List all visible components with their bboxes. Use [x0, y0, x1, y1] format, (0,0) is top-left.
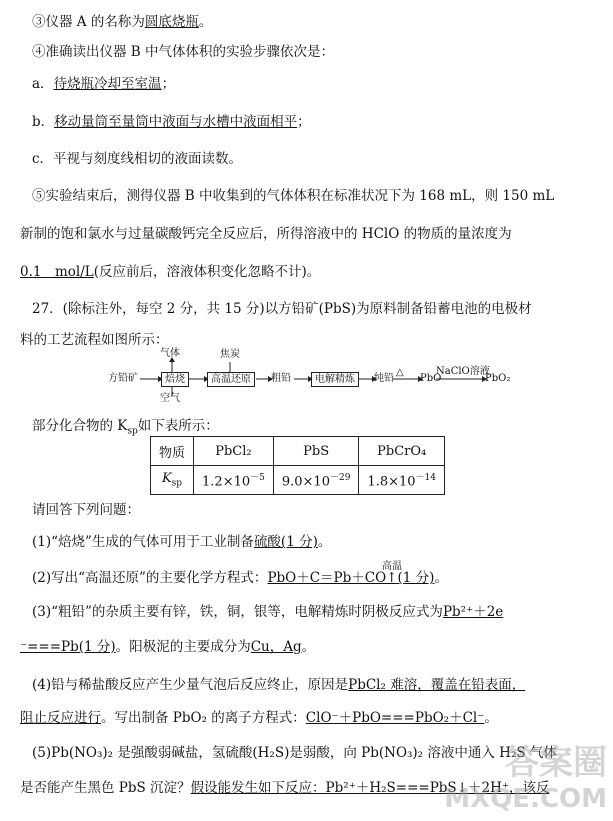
text-line: a．待烧瓶冷却至室温； [32, 76, 176, 92]
text-line: (1)“焙烧”生成的气体可用于工业制备硫酸(1 分)。 [32, 534, 332, 550]
text-line: (2)写出“高温还原”的主要化学方程式：PbO＋C＝Pb＋CO↑(1 分)。 [32, 570, 448, 586]
text-line: (5)Pb(NO₃)₂ 是强酸弱碱盐，氢硫酸(H₂S)是弱酸，向 Pb(NO₃)₂ 溶液中通入 H₂S 气体 [32, 745, 557, 761]
table-header: PbS [273, 437, 359, 466]
flow-pbo: PbO [420, 373, 442, 384]
text-line: ⁻===Pb(1 分)。阳极泥的主要成分为Cu，Ag。 [20, 639, 316, 655]
flow-gas-label: 气体 [160, 348, 180, 359]
flow-air-label: 空气 [160, 393, 180, 404]
flow-heat-symbol: △ [396, 367, 404, 378]
text-line: b．移动量筒至量筒中液面与水槽中液面相平； [32, 114, 311, 130]
table-header: PbCl₂ [194, 437, 274, 466]
flow-coke-label: 焦炭 [220, 349, 240, 360]
table-header: 物质 [151, 437, 194, 466]
flow-pure-lead: 纯铅 [374, 373, 394, 384]
text-line: 阻止反应进行。写出制备 PbO₂ 的离子方程式：ClO⁻＋PbO===PbO₂＋Cl⁻。 [20, 710, 498, 726]
text-line: ③仪器 A 的名称为圆底烧瓶。 [32, 14, 213, 30]
text-line: (3)“粗铅”的杂质主要有锌，铁，铜，银等，电解精炼时阴极反应式为Pb²⁺＋2e [32, 604, 504, 620]
text-line: ④准确读出仪器 B 中气体体积的实验步骤依次是： [32, 44, 335, 60]
text-line: c．平视与刻度线相切的液面读数。 [32, 151, 243, 167]
table-cell: $1.2\times 10^{-5}$ [194, 466, 274, 495]
text-line: 是否能产生黑色 PbS 沉淀？假设能发生如下反应：Pb²⁺＋H₂S===PbS↓＋2H⁺，该反 [20, 780, 550, 796]
text-line: 请回答下列问题： [32, 502, 140, 518]
flow-end-product: PbO₂ [485, 373, 511, 384]
flow-step-roasting: 焙烧 [161, 372, 189, 387]
process-flow-diagram [108, 348, 511, 404]
watermark: 答案圈 MXQE.COM [444, 743, 607, 814]
table-cell: $K_{sp}$ [151, 466, 194, 495]
text-line: 0.1 mol/L(反应前后，溶液体积变化忽略不计)。 [20, 264, 321, 280]
table-cell: $9.0\times 10^{-29}$ [273, 466, 359, 495]
flow-step-reduction: 高温还原 [207, 372, 255, 387]
flow-step-refining: 电解精炼 [311, 372, 359, 387]
flow-start-label: 方铅矿 [108, 373, 138, 384]
flow-reagent: NaClO溶液 [436, 366, 490, 377]
text-line: 新制的饱和氯水与过量碳酸钙完全反应后，所得溶液中的 HClO 的物质的量浓度为 [20, 226, 512, 242]
text-line: 料的工艺流程如图所示： [20, 332, 169, 348]
table-header: PbCrO₄ [359, 437, 445, 466]
table-cell: $1.8\times 10^{-14}$ [359, 466, 445, 495]
ksp-table [150, 436, 445, 495]
text-line: ⑤实验结束后，测得仪器 B 中收集到的气体体积在标准状况下为 168 mL，则 150 mL [32, 188, 555, 204]
text-line: (4)铅与稀盐酸反应产生少量气泡后反应终止，原因是PbCl₂ 难溶，覆盖在铅表面， [32, 677, 526, 693]
text-line: 部分化合物的 $K_{sp}$如下表所示： [32, 418, 219, 437]
text-line: 27．(除标注外，每空 2 分，共 15 分)以方铅矿(PbS)为原料制备铅蓄电池的电极材 [32, 301, 532, 317]
flow-crude-lead: 粗铅 [271, 373, 291, 384]
reaction-condition: 高温 [382, 561, 402, 572]
